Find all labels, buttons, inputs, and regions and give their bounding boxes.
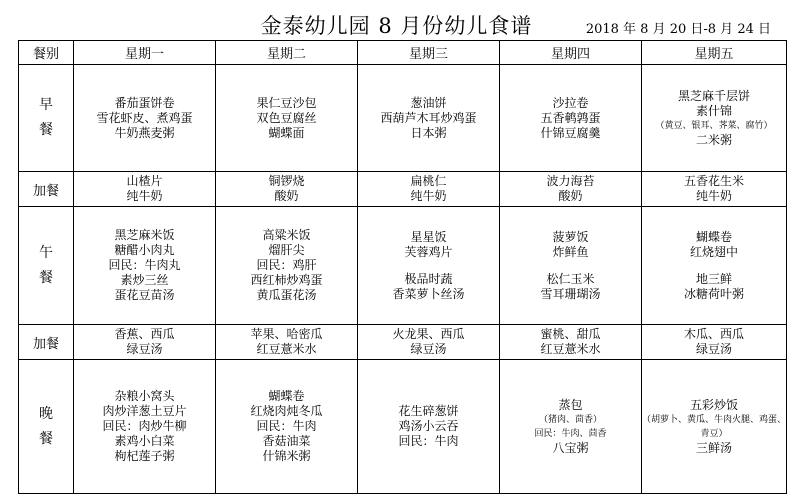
dish-line <box>642 260 786 272</box>
dish-line: 西葫芦木耳炒鸡蛋 <box>380 110 477 125</box>
dish-line <box>358 260 499 272</box>
dish-line: 绿豆汤 <box>410 342 447 356</box>
menu-cell <box>216 325 358 360</box>
snack1-row <box>19 172 787 207</box>
menu-cell <box>500 207 642 325</box>
dish-line: 红烧肉炖冬瓜 <box>250 404 323 418</box>
dish-line: 回民：牛肉丸 <box>108 258 181 272</box>
dish-line: （胡萝卜、黄瓜、牛肉火腿、鸡蛋、青豆） <box>642 414 787 439</box>
menu-cell <box>358 207 500 325</box>
menu-cell <box>358 360 500 494</box>
dish-line: 回民：牛肉 <box>398 434 459 448</box>
date-range: 2018 年 8 月 20 日-8 月 24 日 <box>585 22 771 37</box>
dish-line: 肉炒洋葱土豆片 <box>102 404 187 418</box>
day-header-fri: 星期五 <box>642 41 787 65</box>
snack2-row <box>19 325 787 360</box>
menu-cell <box>74 360 216 494</box>
dish-line: 冰糖荷叶粥 <box>683 286 744 301</box>
dish-line: 纯牛奶 <box>126 189 163 203</box>
dish-line: 素鸡小白菜 <box>114 434 175 448</box>
dish-line: 极品时蔬 <box>404 271 453 286</box>
menu-cell <box>500 360 642 494</box>
dish-line: 西红柿炒鸡蛋 <box>250 273 323 287</box>
day-header-thu: 星期四 <box>500 41 642 65</box>
dish-line: 熘肝尖 <box>268 243 305 257</box>
dish-line: （猪肉、茴香） <box>538 414 602 425</box>
dish-line: 香菜萝卜丝汤 <box>392 286 465 301</box>
menu-cell <box>500 325 642 360</box>
dinner-row <box>19 360 787 494</box>
dish-line: 黄瓜蛋花汤 <box>256 288 317 302</box>
day-header-mon: 星期一 <box>74 41 216 65</box>
dish-line <box>500 260 641 272</box>
menu-cell <box>642 207 787 325</box>
dish-line: 酸奶 <box>558 189 583 203</box>
dish-line: 松仁玉米 <box>546 271 595 286</box>
dish-line: 红烧翅中 <box>689 244 738 259</box>
menu-cell <box>216 360 358 494</box>
day-header-tue: 星期二 <box>216 41 358 65</box>
meal-column-header: 餐别 <box>19 41 74 65</box>
dish-line: 素什锦 <box>695 103 732 118</box>
menu-cell <box>358 65 500 172</box>
menu-cell <box>74 325 216 360</box>
menu-cell <box>74 207 216 325</box>
dish-line: 雪耳珊瑚汤 <box>540 286 601 301</box>
dish-line: 蒸包 <box>558 397 583 412</box>
dish-line: 蝴蝶面 <box>268 125 305 140</box>
breakfast-row <box>19 65 787 172</box>
meal-label-dinner: 晚 餐 <box>19 360 74 494</box>
meal-label-breakfast: 早 餐 <box>19 65 74 172</box>
dish-line: 黑芝麻米饭 <box>114 228 175 242</box>
dish-line: 香菇油菜 <box>262 434 311 448</box>
meal-label-snack1: 加餐 <box>19 172 74 207</box>
dish-line: 五彩炒饭 <box>689 397 738 412</box>
dish-line: 铜锣烧 <box>268 174 305 188</box>
menu-cell <box>216 172 358 207</box>
dish-line: 绿豆汤 <box>695 342 732 356</box>
dish-line: 三鲜汤 <box>695 440 732 455</box>
menu-cell <box>216 207 358 325</box>
dish-line: 什锦米粥 <box>262 449 311 463</box>
meal-label-snack2: 加餐 <box>19 325 74 360</box>
dish-line: 什锦豆腐羹 <box>540 125 601 140</box>
dish-line: 牛奶燕麦粥 <box>114 125 175 140</box>
menu-cell <box>642 325 787 360</box>
dish-line: 蛋花豆苗汤 <box>114 288 175 302</box>
menu-cell <box>642 172 787 207</box>
dish-line: 扁桃仁 <box>410 174 447 188</box>
menu-cell <box>358 172 500 207</box>
dish-line: 雪花虾皮、煮鸡蛋 <box>96 110 193 125</box>
menu-cell <box>358 325 500 360</box>
dish-line: 黑芝麻千层饼 <box>677 88 750 103</box>
dish-line: 日本粥 <box>410 125 447 140</box>
dish-line: 花生碎葱饼 <box>398 404 459 418</box>
lunch-row <box>19 207 787 325</box>
dish-line: 纯牛奶 <box>695 189 732 203</box>
dish-line: 回民：牛肉 <box>256 419 317 433</box>
menu-cell <box>500 172 642 207</box>
dish-line: 酸奶 <box>274 189 299 203</box>
dish-line: 回民：牛肉、茴香 <box>534 428 607 439</box>
header-row <box>19 41 787 65</box>
dish-line: 星星饭 <box>410 229 447 244</box>
dish-line: （黄豆、银耳、荠菜、腐竹） <box>655 120 773 131</box>
dish-line: 番茄蛋饼卷 <box>114 95 175 110</box>
dish-line: 杂粮小窝头 <box>114 389 175 403</box>
dish-line: 八宝粥 <box>552 440 589 455</box>
menu-cell <box>642 360 787 494</box>
dish-line: 五香花生米 <box>683 174 744 188</box>
menu-cell <box>74 65 216 172</box>
day-header-wed: 星期三 <box>358 41 500 65</box>
dish-line: 葱油饼 <box>410 95 447 110</box>
dish-line: 火龙果、西瓜 <box>392 327 465 341</box>
dish-line: 香蕉、西瓜 <box>114 327 175 341</box>
menu-cell <box>642 65 787 172</box>
dish-line: 蝴蝶卷 <box>268 389 305 403</box>
dish-line: 蝴蝶卷 <box>695 229 732 244</box>
dish-line: 双色豆腐丝 <box>256 110 317 125</box>
dish-line: 红豆薏米水 <box>540 342 601 356</box>
dish-line: 糖醋小肉丸 <box>114 243 175 257</box>
dish-line: 回民：肉炒牛柳 <box>102 419 187 433</box>
menu-cell <box>216 65 358 172</box>
menu-cell <box>500 65 642 172</box>
dish-line: 绿豆汤 <box>126 342 163 356</box>
dish-line: 二米粥 <box>695 132 732 147</box>
dish-line: 波力海苔 <box>546 174 595 188</box>
dish-line: 纯牛奶 <box>410 189 447 203</box>
dish-line: 鸡汤小云吞 <box>398 419 459 433</box>
dish-line: 芙蓉鸡片 <box>404 244 453 259</box>
meal-label-lunch: 午 餐 <box>19 207 74 325</box>
dish-line: 地三鲜 <box>695 271 732 286</box>
dish-line: 回民：鸡肝 <box>256 258 317 272</box>
page-title: 金泰幼儿园 8 月份幼儿食谱 <box>260 14 533 38</box>
dish-line: 五香鹌鹑蛋 <box>540 110 601 125</box>
dish-line: 枸杞莲子粥 <box>114 449 175 463</box>
dish-line: 苹果、哈密瓜 <box>250 327 323 341</box>
dish-line: 果仁豆沙包 <box>256 95 317 110</box>
dish-line: 山楂片 <box>126 174 163 188</box>
dish-line: 菠萝饭 <box>552 229 589 244</box>
dish-line: 沙拉卷 <box>552 95 589 110</box>
dish-line: 高粱米饭 <box>262 228 311 242</box>
dish-line: 蜜桃、甜瓜 <box>540 327 601 341</box>
menu-cell <box>74 172 216 207</box>
dish-line: 红豆薏米水 <box>256 342 317 356</box>
dish-line: 木瓜、西瓜 <box>683 327 744 341</box>
menu-table <box>18 40 787 494</box>
dish-line: 炸鲜鱼 <box>552 244 589 259</box>
dish-line: 素炒三丝 <box>120 273 169 287</box>
